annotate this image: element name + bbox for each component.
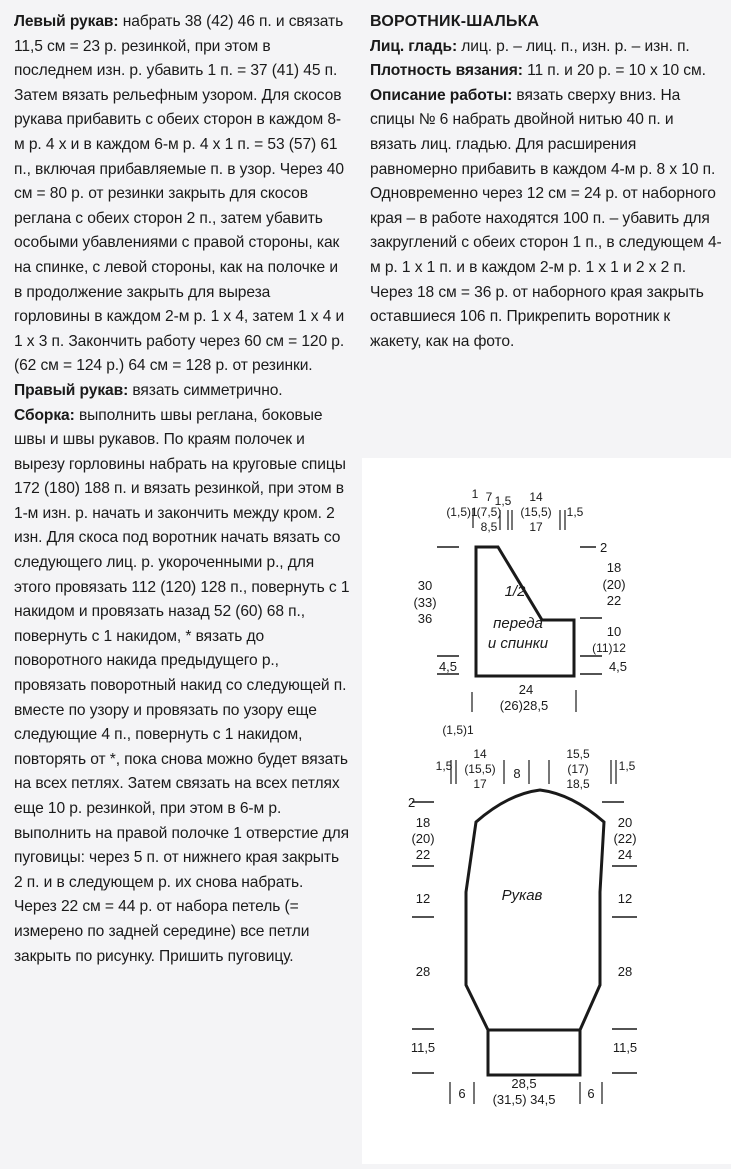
dim-label: 24	[518, 682, 534, 697]
dim-label: 22	[606, 593, 622, 608]
dim-label: 14	[473, 747, 487, 761]
front-back-schematic	[413, 487, 627, 737]
dim-label: (22)	[613, 831, 637, 846]
dim-label: 11,5	[410, 1040, 436, 1055]
dim-label: 17	[529, 520, 543, 534]
dim-label: 12	[415, 891, 431, 906]
front-back-label-2: переда	[493, 615, 543, 632]
front-back-label-3: и спинки	[487, 635, 549, 652]
dim-label: 18	[606, 560, 622, 575]
left-column	[14, 10, 350, 969]
front-back-label-1: 1/2	[504, 583, 526, 600]
dim-label: 28	[617, 964, 633, 979]
left-sleeve-text: набрать 38 (42) 46 п. и связать 11,5 см = 23 р. резинкой, при этом в последнем изн. р. убавить 1 п. = 37 (41) 45 п. Затем вязать рельефным узором. Для скосов рукава прибавить с обеих сторон в каждом 8-м р. 4 х и в каждом 6-м р. 4 х 1 п. = 53 (57) 61 п., включая прибавляемые п. в узор. Через 40 см = 80 р. от резинки закрыть для скосов реглана с обеих сторон 2 п., затем убавить особыми убавлениями с правой стороны, как на спинке, с левой стороны, как на полочке и в продолжение закрыть для выреза горловины в каждом 2-м р. 1 х 4, затем 1 х 4 и 1 х 3 п. Закончить работу через 60 см = 120 р. (62 см = 124 р.) 64 см = 128 р. от резинки.	[14, 13, 345, 375]
dim-label: 14	[529, 490, 543, 504]
dim-label: 2	[600, 540, 608, 555]
dim-label: 20	[617, 815, 633, 830]
dim-label: (11)12	[592, 641, 626, 655]
dim-label: 18,5	[566, 777, 590, 791]
dim-label: (20)	[602, 577, 626, 592]
right-column	[370, 10, 722, 354]
assembly-text: выполнить швы реглана, боковые швы и швы рукавов. По краям полочек и вырезу горловины набрать на круговые спицы 172 (180) 188 п. и вязать резинкой, при этом в 1-м изн. р. начать и закончить между кром. 2 изн. Для скоса под воротник начать вязать со следующего лиц. р. укороченными р., для этого провязать 112 (120) 128 п., повернуть с 1 накидом и провязать назад 52 (60) 68 п., повернуть с 1 накидом, * вязать до поворотного накида предыдущего р., провязать поворотный накид со следующей п. вместе по узору и провязать по узору еще следующие 4 п., повернуть с 1 накидом, повторять от *, пока снова можно будет вязать на всех петлях. Затем связать на всех петлях еще 10 р. резинкой, при этом в 6-м р. выполнить на правой полочке 1 отверстие для пуговицы: через 5 п. от нижнего края закрыть 2 п. и в следующем р. их снова набрать. Через 22 см = 44 р. от набора петель (= измерено по задней середине) все петли закрыть по рисунку. Пришить пуговицу.	[14, 406, 350, 965]
dim-label: 6	[587, 1086, 595, 1101]
dim-label: 18	[415, 815, 431, 830]
dim-label: (7,5)	[476, 505, 502, 519]
work-description-text: вязать сверху вниз. На спицы № 6 набрать двойной нитью 40 п. и вязать лиц. гладью. Для расширения равномерно прибавить в каждом 4-м р. 8 х 10 п. Одновременно через 12 см = 24 р. от наборного края – в работе находятся 100 п. – убавить для закруглений с обеих сторон 1 п., в следующем 4-м р. 1 х 1 п. и в каждом 2-м р. 1 х 1 и 2 х 2 п. Через 18 см = 36 р. от наборного края закрыть оставшиеся 106 п. Прикрепить воротник к жакету, как на фото.	[370, 86, 722, 350]
collar-heading: ВОРОТНИК-ШАЛЬКА	[370, 13, 540, 30]
dim-label: 24	[617, 847, 633, 862]
sleeve-label: Рукав	[501, 887, 543, 904]
assembly-label: Сборка:	[14, 406, 75, 424]
dim-label: 8,5	[480, 520, 498, 534]
front-back-outline	[476, 547, 574, 676]
dim-label: 7	[485, 490, 493, 504]
dim-label: 8	[513, 766, 521, 781]
dim-label: 1,5	[566, 505, 584, 519]
dim-label: (20)	[411, 831, 435, 846]
dim-label: 17	[473, 777, 487, 791]
right-sleeve-paragraph	[14, 379, 350, 404]
dim-label: 6	[458, 1086, 466, 1101]
dim-label: (33)	[413, 595, 437, 610]
right-sleeve-text: вязать симметрично.	[128, 381, 283, 399]
dim-label: (15,5)	[520, 505, 552, 519]
left-sleeve-label: Левый рукав:	[14, 13, 119, 30]
schematic-svg	[362, 458, 731, 1164]
dim-label: 36	[417, 611, 433, 626]
sleeve-schematic	[408, 747, 637, 1107]
dim-label: (1,5)1	[446, 505, 478, 519]
dim-label: 1,5	[494, 494, 512, 508]
dim-label: 1	[471, 487, 479, 501]
schematic-panel	[362, 458, 731, 1164]
dim-label: (31,5) 34,5	[492, 1092, 556, 1107]
dim-label: 30	[417, 578, 433, 593]
dim-label: (26)28,5	[499, 698, 549, 713]
assembly-paragraph	[14, 404, 350, 970]
dim-label: 28	[415, 964, 431, 979]
stockinette-label: Лиц. гладь:	[370, 37, 458, 55]
right-sleeve-label: Правый рукав:	[14, 381, 129, 399]
work-description-paragraph	[370, 84, 722, 355]
work-description-label: Описание работы:	[370, 86, 513, 104]
gauge-text: 11 п. и 20 р. = 10 х 10 см.	[522, 62, 706, 80]
dim-label: 22	[415, 847, 431, 862]
sleeve-outline	[466, 790, 604, 1075]
dim-label: 1,5	[618, 759, 636, 773]
dim-label: (1,5)1	[442, 723, 474, 737]
gauge-paragraph	[370, 59, 722, 84]
dim-label: 2	[408, 795, 416, 810]
dim-label: 4,5	[438, 659, 458, 674]
dim-label: 4,5	[608, 659, 628, 674]
dim-label: (15,5)	[464, 762, 496, 776]
dim-label: 12	[617, 891, 633, 906]
dim-label: (17)	[567, 762, 589, 776]
dim-label: 10	[606, 624, 622, 639]
stockinette-paragraph	[370, 35, 722, 60]
left-sleeve-paragraph	[14, 10, 350, 379]
dim-label: 11,5	[612, 1040, 638, 1055]
dim-label: 1,5	[435, 759, 453, 773]
dim-label: 28,5	[511, 1076, 537, 1091]
gauge-label: Плотность вязания:	[370, 62, 523, 80]
stockinette-text: лиц. р. – лиц. п., изн. р. – изн. п.	[457, 37, 690, 55]
dim-label: 15,5	[566, 747, 590, 761]
